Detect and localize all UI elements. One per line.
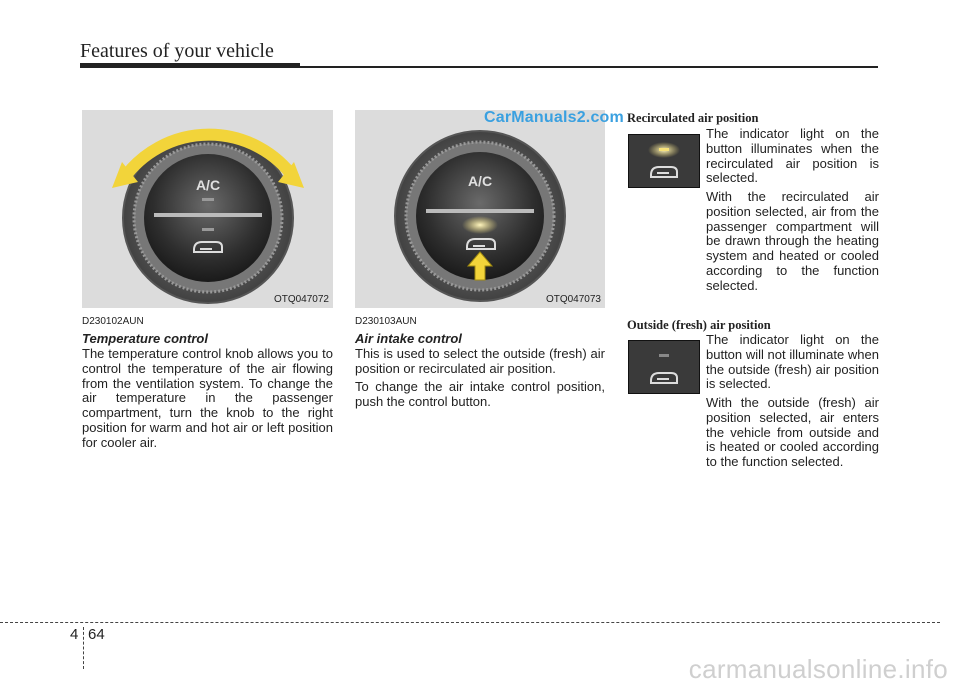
recirculated-indicator-panel (628, 134, 700, 188)
site-watermark: carmanualsonline.info (688, 654, 948, 684)
page-number: 64 (88, 626, 105, 643)
temperature-body: The temperature control knob allows you to control the temperature of the air flowing from the ventilation system. To change the air temperature in the passenger compartment, turn the knob to the right position for warm and hot air or left position for cooler air. (82, 346, 333, 450)
air-intake-body-2: To change the air intake control position, push the control button. (355, 379, 605, 409)
air-intake-knob-figure (355, 110, 605, 308)
indicator-light-off (659, 354, 669, 357)
air-intake-body-1: This is used to select the outside (fresh) air position or recirculated air position. (355, 346, 605, 376)
outside-air-body-1: The indicator light on the button will not illuminate when the outside (fresh) air position is selected. (706, 332, 879, 392)
ac-knob-label: A/C (195, 177, 221, 193)
section-title-temperature: Temperature control (82, 331, 208, 346)
ac-knob-label: A/C (467, 173, 493, 189)
footer-rule (0, 622, 940, 623)
air-intake-knob-illustration (355, 110, 605, 308)
temperature-knob-figure (82, 110, 333, 308)
section-code: D230103AUN (355, 316, 417, 327)
outside-air-heading: Outside (fresh) air position (627, 318, 771, 332)
recirculated-heading: Recirculated air position (627, 111, 759, 125)
section-title-air-intake: Air intake control (355, 331, 462, 346)
recirculated-body-1: The indicator light on the button illuminates when the recirculated air position is selected. (706, 126, 879, 186)
header-rule-thin (300, 66, 878, 68)
temperature-knob-illustration (82, 110, 333, 308)
outside-air-body-2: With the outside (fresh) air position selected, air enters the vehicle from outside and is heated or cooled according to the function selected. (706, 395, 879, 470)
figure-label: OTQ047072 (273, 294, 329, 305)
outside-air-indicator-panel (628, 340, 700, 394)
recirculated-body-2: With the recirculated air position selected, air from the passenger compartment will be drawn through the heating system and heated or cooled according to the function selected. (706, 189, 879, 293)
watermark: CarManuals2.com (484, 109, 624, 126)
chapter-number: 4 (70, 626, 79, 643)
figure-label: OTQ047073 (545, 294, 601, 305)
indicator-glow (462, 216, 498, 234)
section-code: D230102AUN (82, 316, 144, 327)
header-rule-thick (80, 63, 300, 68)
footer-divider (83, 627, 84, 669)
page-header-title: Features of your vehicle (80, 40, 274, 62)
